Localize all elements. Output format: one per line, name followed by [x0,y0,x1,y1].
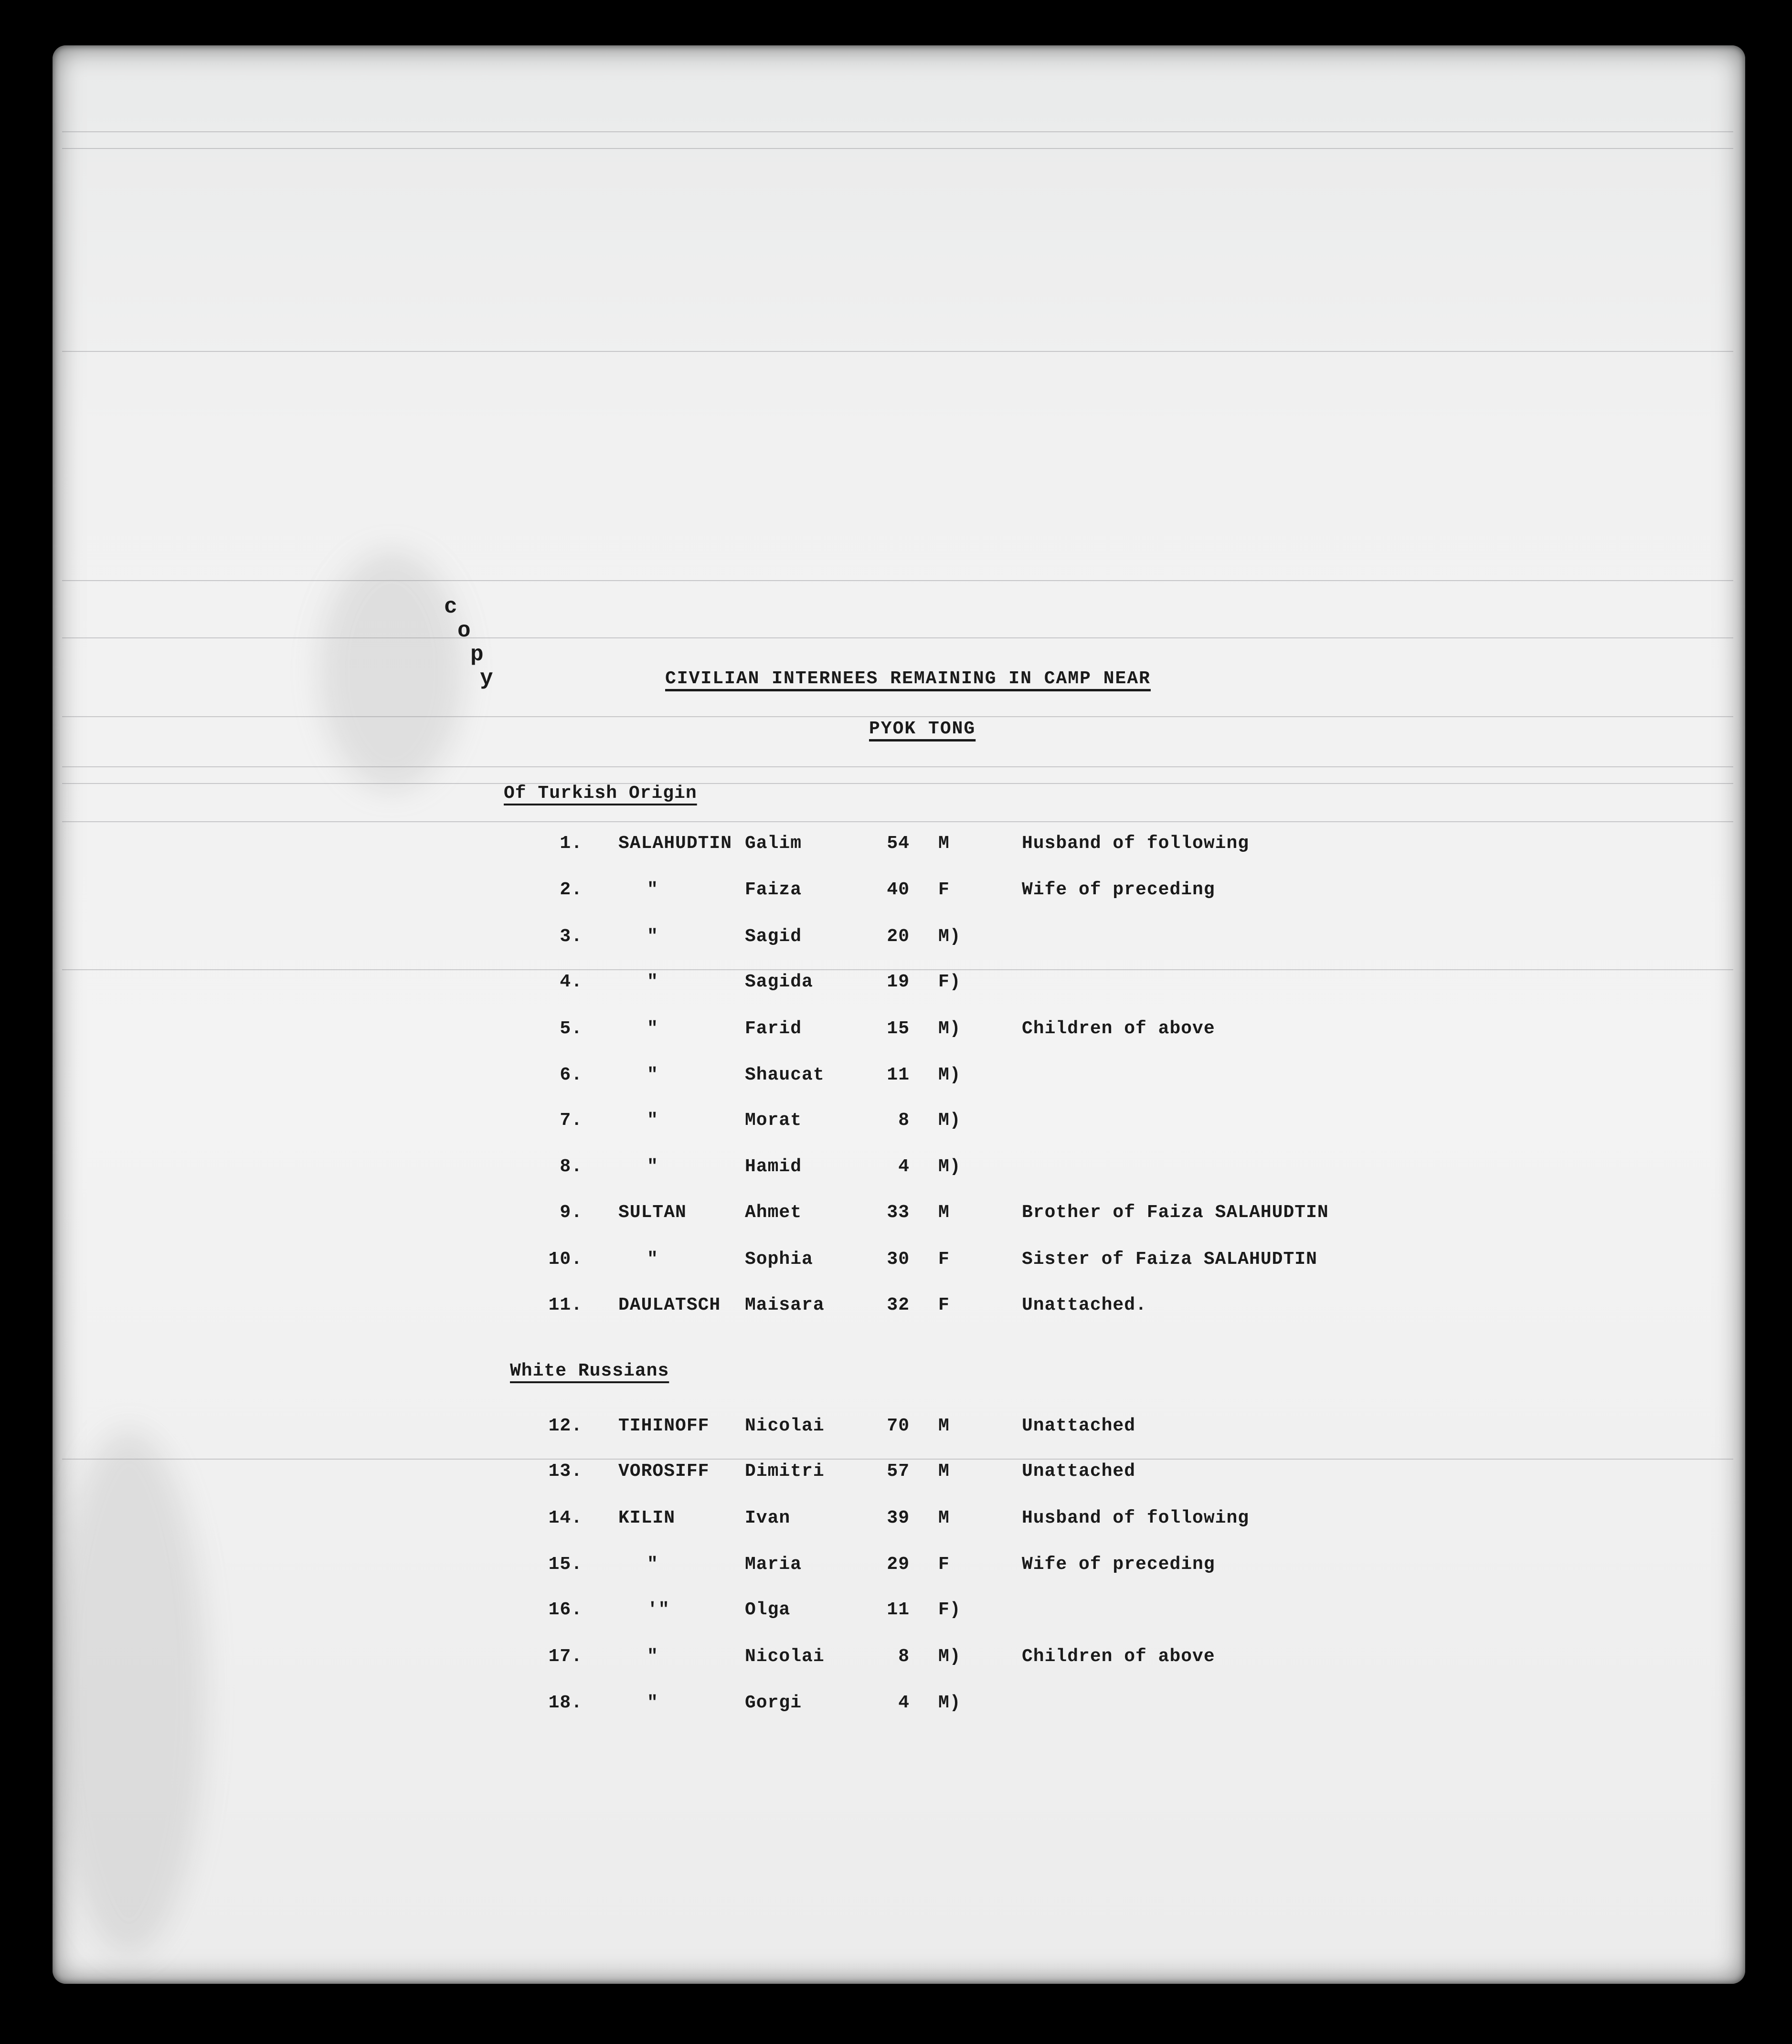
copy-letter: c [444,594,457,619]
cell-no: 2. [560,879,583,900]
cell-age: 70 [887,1416,910,1436]
cell-sex: M) [938,1156,961,1177]
cell-sex: M [938,1416,950,1436]
scan-line [62,783,1733,784]
cell-age: 54 [887,833,910,854]
table-row [0,1018,1792,1047]
cell-sex: M) [938,1693,961,1713]
cell-surname: " [647,972,658,992]
cell-age: 40 [887,879,910,900]
cell-no: 11. [548,1295,583,1315]
cell-given: Shaucat [745,1065,825,1085]
scan-line [62,969,1733,970]
cell-no: 5. [560,1018,583,1039]
cell-note: Unattached. [1022,1295,1147,1315]
cell-given: Maria [745,1554,802,1575]
cell-age: 4 [898,1693,910,1713]
cell-surname: " [647,879,658,900]
cell-given: Nicolai [745,1416,825,1436]
cell-sex: M [938,1461,950,1482]
cell-note: Unattached [1022,1461,1136,1482]
cell-surname: " [647,1065,658,1085]
cell-age: 19 [887,972,910,992]
cell-surname: " [647,1249,658,1270]
cell-surname: " [647,1018,658,1039]
cell-age: 8 [898,1646,910,1667]
cell-age: 15 [887,1018,910,1039]
cell-sex: F [938,1554,950,1575]
cell-no: 13. [548,1461,583,1482]
copy-letter: y [480,666,493,691]
cell-given: Galim [745,833,802,854]
cell-age: 33 [887,1202,910,1223]
scan-line [62,716,1733,717]
table-row [0,972,1792,1000]
table-row [0,1295,1792,1324]
document-subtitle: PYOK TONG [869,719,976,739]
cell-age: 8 [898,1110,910,1131]
scan-line [62,351,1733,352]
cell-sex: F [938,879,950,900]
cell-note: Husband of following [1022,1508,1250,1528]
cell-given: Farid [745,1018,802,1039]
cell-given: Maisara [745,1295,825,1315]
scan-line [62,766,1733,767]
cell-given: Olga [745,1599,791,1620]
cell-age: 57 [887,1461,910,1482]
table-row [0,1416,1792,1444]
cell-sex: M) [938,926,961,947]
cell-given: Ahmet [745,1202,802,1223]
table-row [0,1110,1792,1139]
cell-sex: M) [938,1110,961,1131]
cell-sex: M [938,1508,950,1528]
table-row [0,879,1792,908]
cell-given: Hamid [745,1156,802,1177]
cell-no: 16. [548,1599,583,1620]
scan-line [62,580,1733,581]
copy-letter: o [457,618,471,643]
section-heading-turkish: Of Turkish Origin [504,783,697,804]
cell-sex: M [938,1202,950,1223]
cell-age: 20 [887,926,910,947]
cell-no: 17. [548,1646,583,1667]
cell-given: Dimitri [745,1461,825,1482]
cell-note: Children of above [1022,1018,1215,1039]
cell-note: Unattached [1022,1416,1136,1436]
scan-smudge [320,551,463,790]
cell-sex: M) [938,1065,961,1085]
cell-note: Brother of Faiza SALAHUDTIN [1022,1202,1329,1223]
table-row [0,1156,1792,1185]
cell-sex: F) [938,1599,961,1620]
cell-note: Sister of Faiza SALAHUDTIN [1022,1249,1317,1270]
table-row [0,1461,1792,1490]
table-row [0,1599,1792,1628]
cell-note: Wife of preceding [1022,879,1215,900]
cell-given: Ivan [745,1508,791,1528]
cell-no: 10. [548,1249,583,1270]
cell-no: 14. [548,1508,583,1528]
cell-surname: TIHINOFF [618,1416,710,1436]
cell-note: Wife of preceding [1022,1554,1215,1575]
section-heading-russian: White Russians [510,1361,669,1381]
cell-no: 12. [548,1416,583,1436]
cell-no: 3. [560,926,583,947]
scan-line [62,148,1733,149]
cell-no: 15. [548,1554,583,1575]
cell-sex: M [938,833,950,854]
cell-no: 8. [560,1156,583,1177]
document-title: CIVILIAN INTERNEES REMAINING IN CAMP NEAR [665,668,1151,689]
cell-age: 11 [887,1599,910,1620]
cell-age: 32 [887,1295,910,1315]
cell-surname: " [647,1110,658,1131]
cell-surname: " [647,926,658,947]
cell-no: 7. [560,1110,583,1131]
cell-sex: F) [938,972,961,992]
table-row [0,1693,1792,1721]
table-row [0,1202,1792,1231]
table-row [0,1646,1792,1675]
cell-no: 9. [560,1202,583,1223]
table-row [0,1065,1792,1093]
scan-line [62,637,1733,638]
table-row [0,1554,1792,1583]
cell-age: 4 [898,1156,910,1177]
table-row [0,833,1792,862]
cell-given: Nicolai [745,1646,825,1667]
scan-line [62,1459,1733,1460]
cell-given: Faiza [745,879,802,900]
cell-given: Morat [745,1110,802,1131]
scan-line [62,821,1733,822]
scan-line [62,131,1733,132]
cell-age: 29 [887,1554,910,1575]
cell-surname: " [647,1554,658,1575]
cell-surname: '" [647,1599,670,1620]
cell-no: 4. [560,972,583,992]
cell-no: 1. [560,833,583,854]
cell-surname: KILIN [618,1508,676,1528]
cell-sex: M) [938,1646,961,1667]
cell-surname: DAULATSCH [618,1295,721,1315]
table-row [0,1508,1792,1536]
cell-given: Sophia [745,1249,813,1270]
cell-given: Sagida [745,972,813,992]
cell-surname: " [647,1646,658,1667]
table-row [0,1249,1792,1278]
cell-age: 11 [887,1065,910,1085]
cell-given: Gorgi [745,1693,802,1713]
cell-sex: F [938,1249,950,1270]
cell-age: 30 [887,1249,910,1270]
cell-surname: " [647,1693,658,1713]
cell-surname: SALAHUDTIN [618,833,732,854]
cell-sex: F [938,1295,950,1315]
cell-given: Sagid [745,926,802,947]
cell-surname: " [647,1156,658,1177]
cell-surname: SULTAN [618,1202,687,1223]
copy-letter: p [470,642,484,667]
cell-age: 39 [887,1508,910,1528]
cell-surname: VOROSIFF [618,1461,710,1482]
table-row [0,926,1792,955]
cell-no: 6. [560,1065,583,1085]
cell-no: 18. [548,1693,583,1713]
cell-note: Husband of following [1022,833,1250,854]
cell-sex: M) [938,1018,961,1039]
cell-note: Children of above [1022,1646,1215,1667]
